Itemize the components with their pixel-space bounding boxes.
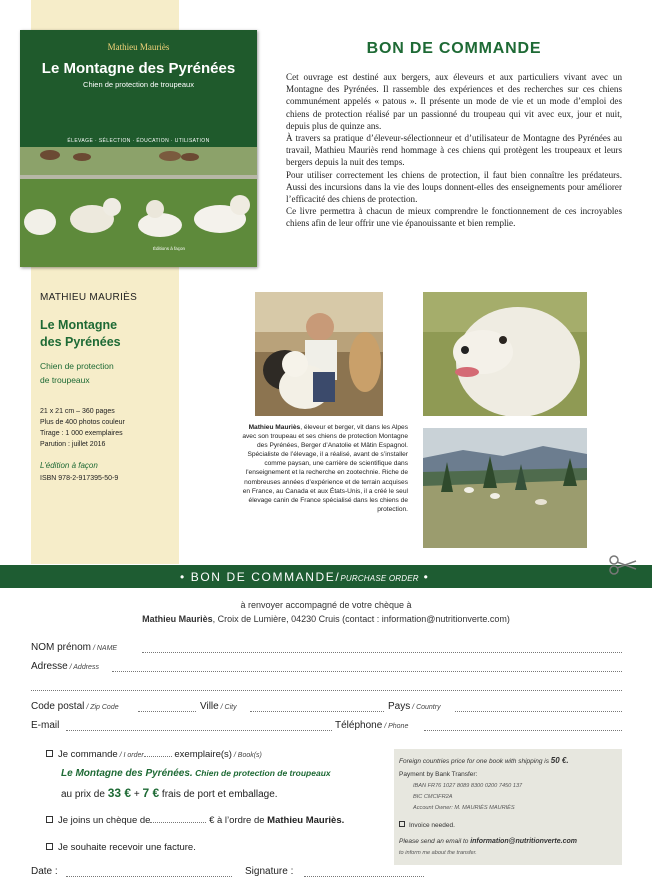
signature-label: Signature : [245, 866, 294, 877]
band-title-fr: • BON DE COMMANDE/ [180, 570, 341, 584]
photo-mountain-landscape [423, 428, 587, 548]
book-title-line: des Pyrénées [40, 335, 121, 349]
page-title: BON DE COMMANDE [366, 40, 542, 57]
address-field[interactable] [112, 671, 622, 672]
book-specs [40, 406, 125, 450]
date-field[interactable] [66, 876, 232, 877]
spec-item: 21 x 21 cm – 360 pages [40, 408, 115, 415]
city-field[interactable] [250, 711, 384, 712]
book-isbn: ISBN 978-2-917395-50-9 [40, 475, 119, 482]
bio-text: , éleveur et berger, vit dans les Alpes avec son troupeau et ses chiens de protection Montagne des Pyrénées, Berger d’Anatolie et Mâtin Espagnol. Spécialiste de l’élevage, il a réalisé, avant de s’installer comme paysan, une carrière de scientifique dans l’enseignement et la recherche en zootechnie. Riche de nombreuses années d’expérience et de terrain acquises en France, au Canada et aux États-Unis, il a créé le seul élevage canin de France spécialisé dans les chiens de protection. [242, 424, 408, 513]
book-description [286, 71, 622, 230]
bank-transfer-label: Payment by Bank Transfer: [399, 771, 478, 778]
account-owner: Account Owner: M. MAURIÈS MAURIÈS [413, 805, 515, 811]
address-label: Adresse / Address [31, 661, 99, 672]
book-edition: L’édition à façon [40, 461, 98, 470]
quantity-field[interactable] [144, 756, 172, 757]
name-field[interactable] [142, 652, 622, 653]
cheque-amount-field[interactable] [150, 822, 206, 823]
invoice-line: Je souhaite recevoir une facture. [46, 842, 196, 853]
country-label: Pays / Country [388, 701, 441, 712]
band-title-end: • [418, 570, 430, 584]
description-paragraph: Ce livre permettra à chacun de mieux comprendre le fonctionnement de ces incroyables chiens afin de leur offrir une vie épanouissante et bien remplie. [286, 206, 622, 229]
country-field[interactable] [455, 711, 622, 712]
order-book-title: Le Montagne des Pyrénées. Chien de protection de troupeaux [61, 768, 331, 779]
contact-name: Mathieu Mauriès [142, 614, 213, 624]
description-paragraph: Pour utiliser correctement les chiens de protection, il faut bien connaître les prédateurs. Aussi des incursions dans la vie des loups donnent-elles des enseignements pour améliorer l’efficacité des chiens de protection. [286, 169, 622, 205]
foreign-price-note: Foreign countries price for one book with shipping is 50 €. [399, 756, 569, 765]
foreign-email-note-2: to inform me about the transfer. [399, 850, 477, 856]
photo-author-with-dogs [255, 292, 383, 416]
date-label: Date : [31, 866, 58, 877]
contact-line [0, 614, 652, 624]
band-title-en: PURCHASE ORDER [340, 574, 419, 583]
signature-field[interactable] [304, 876, 424, 877]
order-price-line: au prix de 33 € + 7 € frais de port et emballage. [61, 786, 278, 800]
book-subtitle-line: de troupeaux [40, 375, 90, 385]
invoice-checkbox[interactable] [46, 843, 53, 850]
cover-title: Le Montagne des Pyrénées [41, 60, 236, 77]
name-label: NOM prénom / NAME [31, 642, 118, 653]
book-title [40, 317, 170, 351]
email-field[interactable] [66, 730, 332, 731]
cover-photo-dogs [20, 147, 257, 267]
invoice-needed-checkbox[interactable] [399, 821, 405, 827]
city-label: Ville / City [200, 701, 237, 712]
cover-subtitle: Chien de protection de troupeaux [83, 80, 194, 89]
return-instructions: à renvoyer accompagné de votre chèque à [240, 600, 412, 610]
cover-author: Mathieu Mauriès [107, 42, 170, 52]
cheque-checkbox[interactable] [46, 816, 53, 823]
bic: BIC CMCIFR2A [413, 794, 453, 800]
scissors-icon [608, 554, 638, 576]
order-quantity-line: Je commande / I order exemplaire(s) / Book(s) [46, 749, 262, 760]
photo-dog-portrait [423, 292, 587, 416]
cover-publisher: Éditions à façon [153, 246, 186, 251]
invoice-needed-line: Invoice needed. [399, 821, 455, 829]
cover-topics: ÉLEVAGE · SÉLECTION · ÉDUCATION · UTILISATION [67, 138, 210, 144]
book-cover [20, 30, 257, 267]
order-checkbox[interactable] [46, 750, 53, 757]
book-subtitle [40, 359, 170, 387]
order-band-title [180, 570, 429, 584]
description-paragraph: À travers sa pratique d’éleveur-sélectionneur et d’utilisateur de Montagne des Pyrénées au travail, Mathieu Mauriès rend hommage à ces chiens qui protègent les troupeaux et leurs bergers depuis la nuit des temps. [286, 133, 622, 168]
spec-item: Tirage : 1 000 exemplaires [40, 430, 123, 437]
book-subtitle-line: Chien de protection [40, 361, 114, 371]
book-author: MATHIEU MAURIÈS [40, 292, 138, 303]
email-label: E-mail [31, 720, 60, 731]
address-field-line2[interactable] [31, 690, 622, 691]
phone-field[interactable] [424, 730, 622, 731]
book-title-line: Le Montagne [40, 318, 118, 332]
spec-item: Plus de 400 photos couleur [40, 419, 125, 426]
phone-label: Téléphone / Phone [335, 720, 409, 731]
spec-item: Parution : juillet 2016 [40, 441, 106, 448]
foreign-email-note: Please send an email to information@nutritionverte.com [399, 838, 577, 845]
description-paragraph: Cet ouvrage est destiné aux bergers, aux éleveurs et aux particuliers vivant avec un Montagne des Pyrénées. Il rassemble des expériences et des recherches sur ces chiens communément appelés « patous ». Il présente un mode de vie et un mode d’emploi des chiens de protection réalisé par un passionné du troupeau qui vit avec eux, jour et nuit, depuis plus de quinze ans. [286, 72, 622, 131]
postal-code-label: Code postal / Zip Code [31, 701, 119, 712]
cheque-line: Je joins un chèque de € à l’ordre de Mathieu Mauriès. [46, 815, 344, 826]
contact-address: , Croix de Lumière, 04230 Cruis (contact : information@nutritionverte.com) [212, 614, 510, 624]
postal-code-field[interactable] [138, 711, 196, 712]
iban: IBAN FR76 1027 8089 8300 0200 7450 137 [413, 783, 523, 789]
author-bio [241, 423, 408, 514]
bio-name: Mathieu Mauriès [248, 424, 301, 431]
